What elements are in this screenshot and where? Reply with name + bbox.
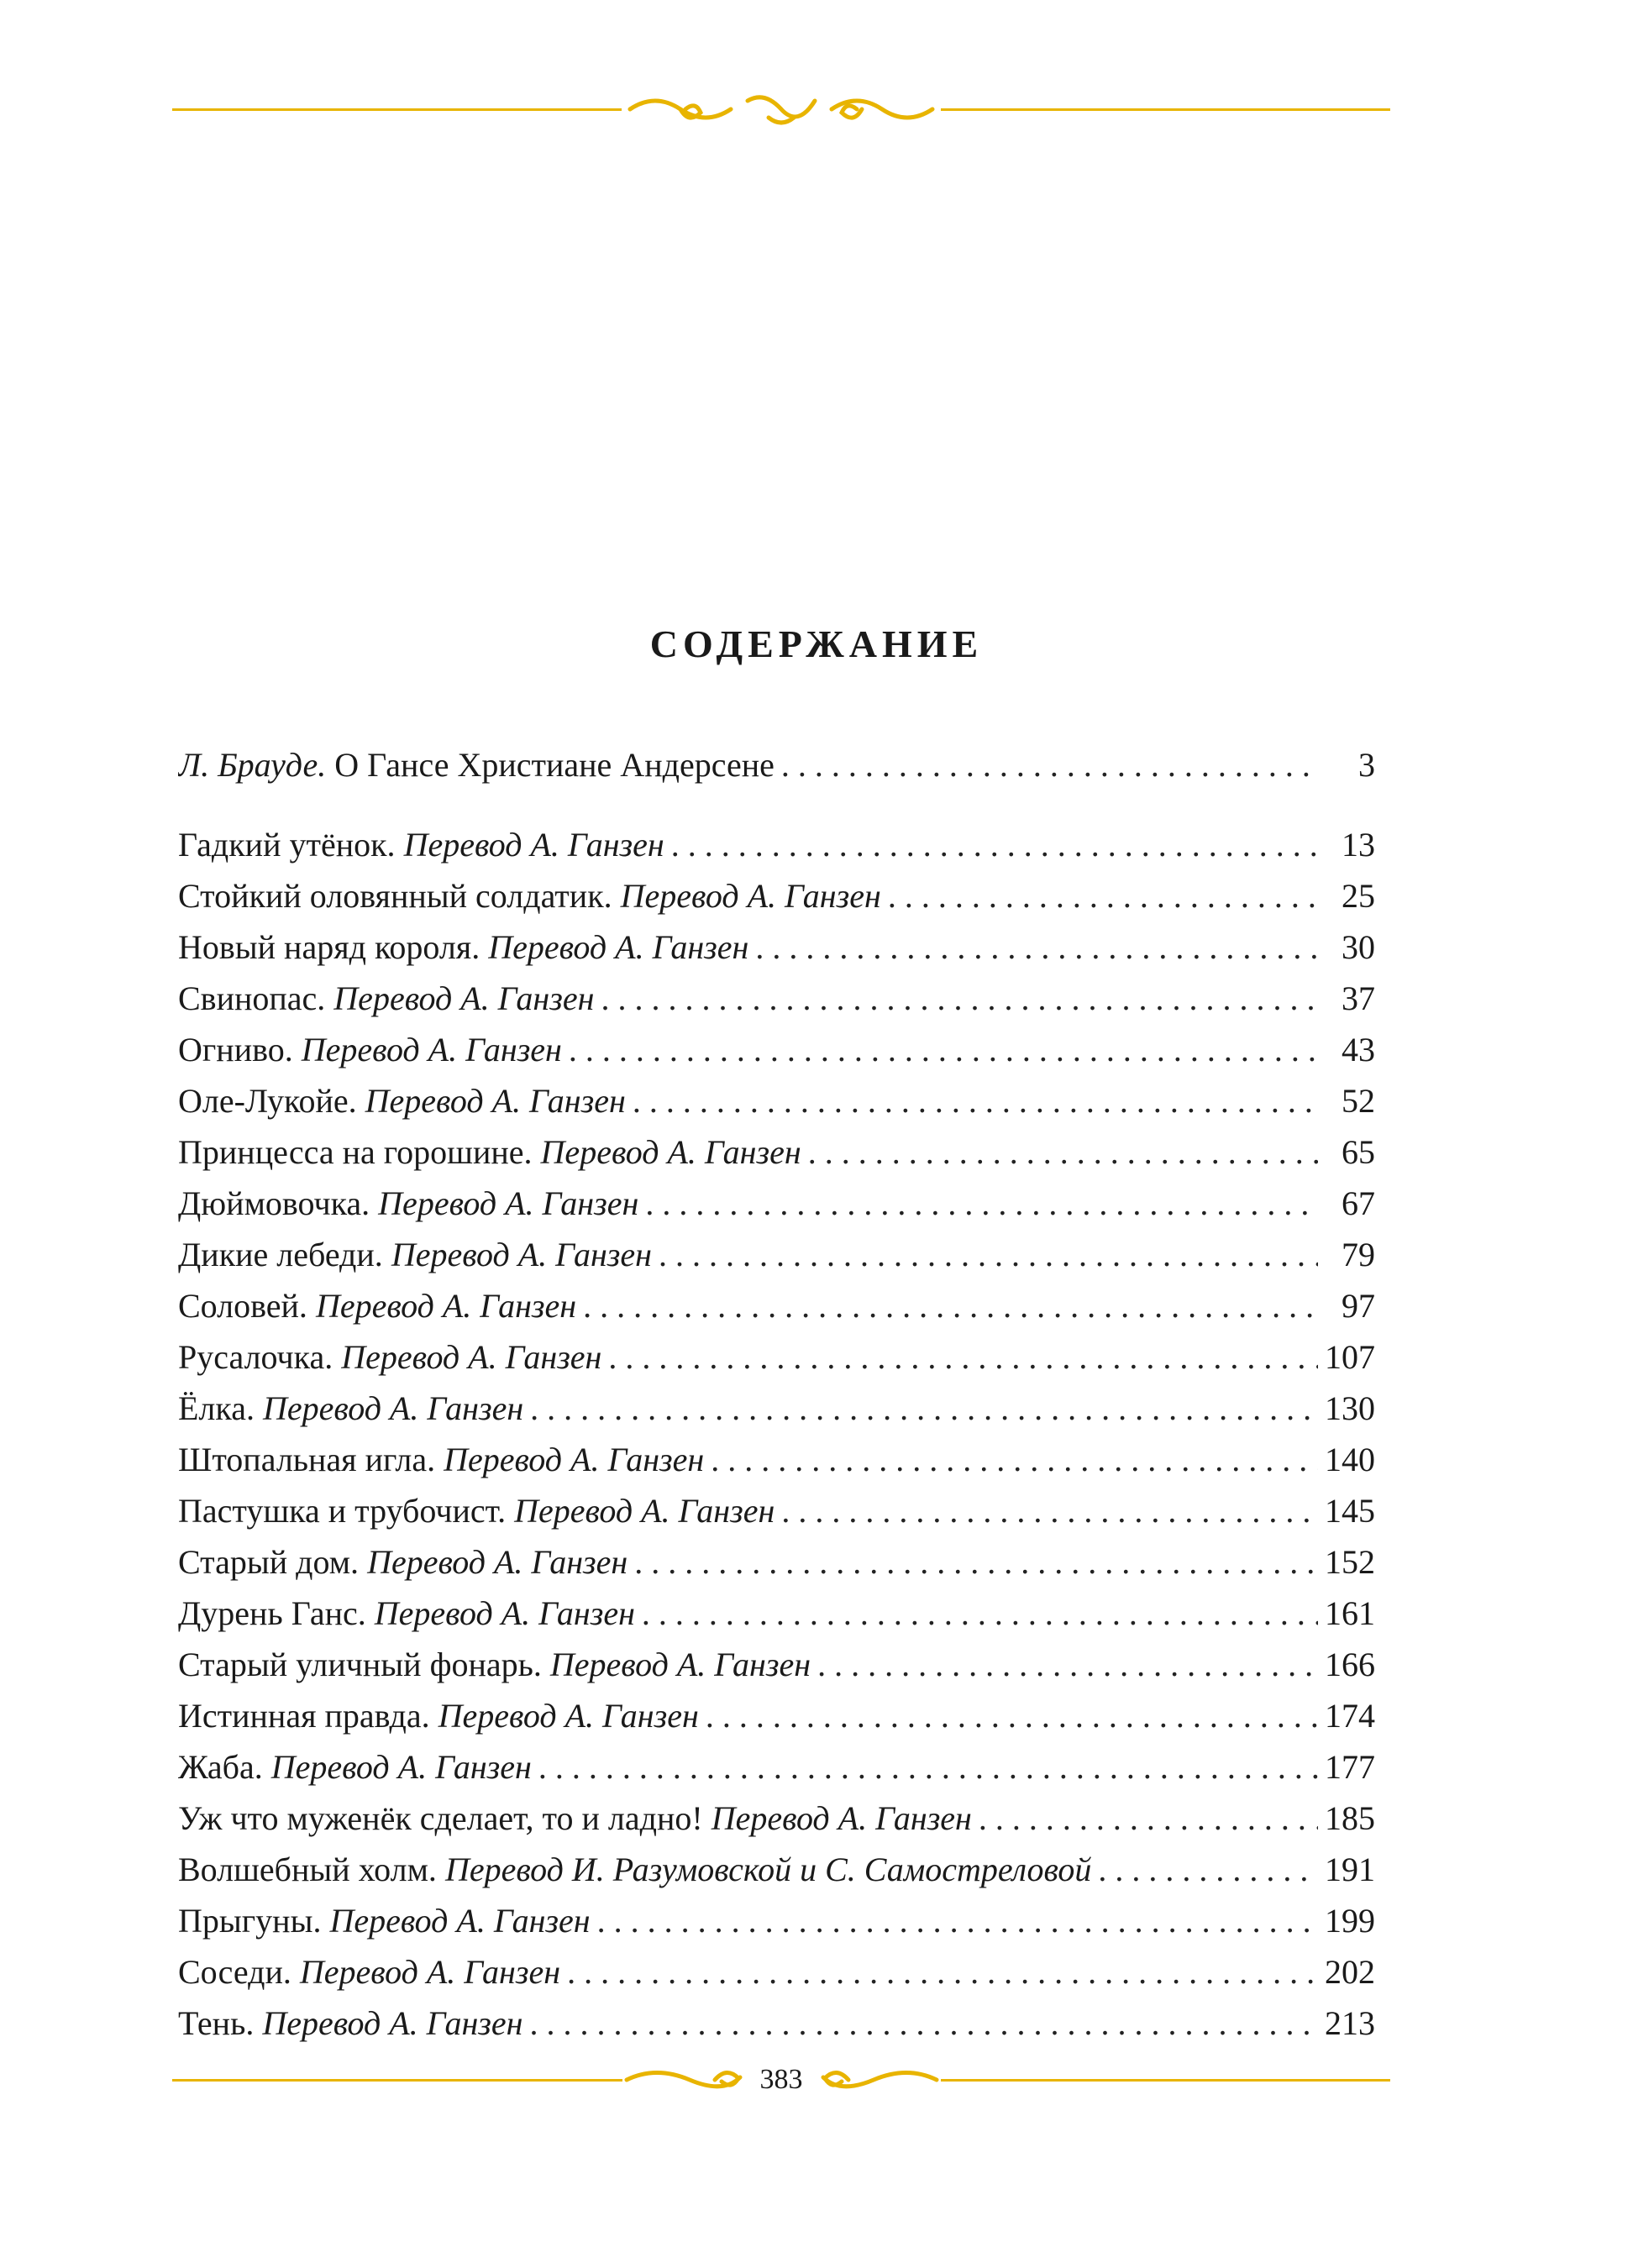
page-ref: 79	[1342, 1236, 1375, 1273]
toc-row[interactable]	[178, 1690, 1375, 1741]
dot-leader	[645, 1178, 1318, 1229]
toc-row[interactable]	[178, 1588, 1375, 1639]
ornament-rule-left	[172, 2079, 622, 2082]
intro-page: 3	[1358, 746, 1375, 784]
dot-leader	[671, 819, 1318, 870]
translator: Перевод А. Ганзен	[378, 1184, 639, 1222]
page-ref: 30	[1342, 928, 1375, 966]
story-title: Старый уличный фонарь.	[178, 1646, 542, 1683]
story-title: Жаба.	[178, 1748, 263, 1786]
story-title: Тень.	[178, 2004, 255, 2042]
story-title: Стойкий оловянный солдатик.	[178, 877, 612, 915]
toc-row[interactable]	[178, 1844, 1375, 1895]
dot-leader	[979, 1793, 1318, 1844]
page-ref: 152	[1325, 1543, 1375, 1581]
toc-row[interactable]	[178, 1178, 1375, 1229]
dot-leader	[608, 1331, 1318, 1383]
bottom-ornament	[172, 2055, 1390, 2105]
story-title: Огниво.	[178, 1031, 293, 1068]
toc-entry	[178, 819, 664, 870]
story-title: Оле-Лукойе.	[178, 1082, 357, 1120]
toc-entry	[178, 1229, 652, 1280]
toc-entry	[178, 1793, 972, 1844]
translator: Перевод А. Ганзен	[391, 1236, 652, 1273]
ornament-rule-left	[172, 108, 622, 111]
toc-row[interactable]	[178, 1434, 1375, 1485]
translator: Перевод А. Ганзен	[270, 1748, 532, 1786]
toc-entry	[178, 1383, 523, 1434]
translator: Перевод А. Ганзен	[299, 1953, 561, 1991]
story-title: Штопальная игла.	[178, 1441, 436, 1478]
page-ref: 213	[1325, 2004, 1375, 2042]
translator: Перевод А. Ганзен	[711, 1799, 972, 1837]
toc-row[interactable]	[178, 1075, 1375, 1126]
page-number: 383	[759, 2064, 803, 2095]
toc-entry	[178, 1639, 811, 1690]
story-title: Принцесса на горошине.	[178, 1133, 533, 1171]
translator: Перевод А. Ганзен	[514, 1492, 775, 1530]
page-ref: 43	[1342, 1031, 1375, 1068]
dot-leader	[781, 1485, 1318, 1536]
toc-row[interactable]	[178, 1741, 1375, 1793]
toc-row[interactable]	[178, 1536, 1375, 1588]
translator: Перевод А. Ганзен	[367, 1543, 628, 1581]
toc-row[interactable]	[178, 1793, 1375, 1844]
toc-entry	[178, 1075, 626, 1126]
page-ref: 140	[1325, 1441, 1375, 1478]
story-title: Дурень Ганс.	[178, 1594, 366, 1632]
dot-leader	[633, 1075, 1318, 1126]
page-ref: 191	[1325, 1851, 1375, 1888]
dot-leader	[711, 1434, 1318, 1485]
story-title: Дюймовочка.	[178, 1184, 370, 1222]
toc-row[interactable]	[178, 1998, 1375, 2049]
dot-leader	[706, 1690, 1318, 1741]
story-title: Гадкий утёнок.	[178, 826, 396, 864]
toc-row[interactable]	[178, 1639, 1375, 1690]
dot-leader	[659, 1229, 1318, 1280]
story-title: Свинопас.	[178, 979, 326, 1017]
toc-row[interactable]	[178, 1895, 1375, 1946]
toc-entry	[178, 1280, 576, 1331]
scroll-left-icon	[622, 2059, 748, 2101]
dot-leader	[538, 1741, 1318, 1793]
translator: Перевод А. Ганзен	[374, 1594, 635, 1632]
toc-row[interactable]	[178, 1946, 1375, 1998]
toc-entry	[178, 1998, 523, 2049]
toc-entry	[178, 1844, 1091, 1895]
story-title: Прыгуны.	[178, 1902, 322, 1940]
translator: Перевод А. Ганзен	[333, 979, 595, 1017]
scroll-right-icon	[815, 2059, 941, 2101]
toc-entry	[178, 1690, 699, 1741]
toc-entry	[178, 1536, 627, 1588]
translator: Перевод А. Ганзен	[329, 1902, 591, 1940]
translator: Перевод А. Ганзен	[365, 1082, 626, 1120]
toc-entry	[178, 1946, 560, 1998]
translator: Перевод И. Разумовской и С. Самостреловой	[444, 1851, 1092, 1888]
toc-intro-row[interactable]	[178, 739, 1375, 790]
translator: Перевод А. Ганзен	[315, 1287, 577, 1325]
page-ref: 199	[1325, 1902, 1375, 1940]
page-ref: 52	[1342, 1082, 1375, 1120]
story-title: Ёлка.	[178, 1389, 255, 1427]
scroll-ornament-icon	[622, 84, 941, 134]
toc-entry	[178, 1741, 532, 1793]
translator: Перевод А. Ганзен	[540, 1133, 801, 1171]
page-ref: 130	[1325, 1389, 1375, 1427]
page-ref: 202	[1325, 1953, 1375, 1991]
story-title: Русалочка.	[178, 1338, 333, 1376]
toc-row[interactable]	[178, 870, 1375, 921]
translator: Перевод А. Ганзен	[549, 1646, 811, 1683]
dot-leader	[755, 921, 1318, 973]
dot-leader	[601, 973, 1318, 1024]
toc-row[interactable]	[178, 1383, 1375, 1434]
page-ref: 107	[1325, 1338, 1375, 1376]
translator: Перевод А. Ганзен	[262, 1389, 524, 1427]
translator: Перевод А. Ганзен	[403, 826, 664, 864]
dot-leader	[781, 739, 1318, 790]
page-ref: 185	[1325, 1799, 1375, 1837]
intro-author: Л. Брауде.	[178, 746, 327, 784]
toc-row[interactable]	[178, 1485, 1375, 1536]
toc-row[interactable]	[178, 973, 1375, 1024]
translator: Перевод А. Ганзен	[262, 2004, 523, 2042]
page-ref: 25	[1342, 877, 1375, 915]
toc-entry	[178, 921, 748, 973]
page-ref: 67	[1342, 1184, 1375, 1222]
toc-intro-entry	[178, 739, 774, 790]
translator: Перевод А. Ганзен	[301, 1031, 562, 1068]
toc-row[interactable]	[178, 1126, 1375, 1178]
toc-entry	[178, 973, 594, 1024]
dot-leader	[530, 1998, 1319, 2049]
story-title: Волшебный холм.	[178, 1851, 437, 1888]
toc-row[interactable]	[178, 1229, 1375, 1280]
ornament-rule-right	[941, 108, 1390, 111]
intro-title: О Гансе Христиане Андерсене	[334, 746, 774, 784]
dot-leader	[817, 1639, 1318, 1690]
page-ref: 161	[1325, 1594, 1375, 1632]
story-title: Дикие лебеди.	[178, 1236, 383, 1273]
translator: Перевод А. Ганзен	[341, 1338, 602, 1376]
translator: Перевод А. Ганзен	[438, 1697, 699, 1735]
dot-leader	[642, 1588, 1318, 1639]
translator: Перевод А. Ганзен	[620, 877, 881, 915]
page-ref: 177	[1325, 1748, 1375, 1786]
story-title: Пастушка и трубочист.	[178, 1492, 507, 1530]
toc-entry	[178, 870, 881, 921]
dot-leader	[583, 1280, 1318, 1331]
toc-entry	[178, 1485, 774, 1536]
story-title: Истинная правда.	[178, 1697, 430, 1735]
toc-row[interactable]	[178, 819, 1375, 870]
page-ref: 97	[1342, 1287, 1375, 1325]
dot-leader	[888, 870, 1318, 921]
dot-leader	[567, 1946, 1318, 1998]
dot-leader	[569, 1024, 1318, 1075]
toc-row[interactable]	[178, 1280, 1375, 1331]
page-ref: 166	[1325, 1646, 1375, 1683]
toc-entry	[178, 1331, 601, 1383]
top-ornament	[172, 84, 1390, 134]
toc-entry	[178, 1024, 562, 1075]
page-title: СОДЕРЖАНИЕ	[649, 622, 984, 665]
dot-leader	[808, 1126, 1318, 1178]
dot-leader	[597, 1895, 1318, 1946]
page-ref: 37	[1342, 979, 1375, 1017]
story-title: Уж что муженёк сделает, то и ладно!	[178, 1799, 703, 1837]
dot-leader	[1098, 1844, 1318, 1895]
page-ref: 174	[1325, 1697, 1375, 1735]
translator: Перевод А. Ганзен	[488, 928, 749, 966]
table-of-contents	[178, 739, 1375, 2049]
toc-entry	[178, 1895, 591, 1946]
ornament-rule-right	[941, 2079, 1391, 2082]
story-title: Новый наряд короля.	[178, 928, 480, 966]
toc-row[interactable]	[178, 921, 1375, 973]
toc-entry	[178, 1178, 638, 1229]
toc-row[interactable]	[178, 1331, 1375, 1383]
toc-entry	[178, 1434, 704, 1485]
toc-entry	[178, 1588, 635, 1639]
page-ref: 13	[1342, 826, 1375, 864]
story-title: Соловей.	[178, 1287, 307, 1325]
story-title: Соседи.	[178, 1953, 291, 1991]
dot-leader	[634, 1536, 1318, 1588]
toc-row[interactable]	[178, 1024, 1375, 1075]
page-ref: 145	[1325, 1492, 1375, 1530]
story-title: Старый дом.	[178, 1543, 360, 1581]
toc-entry	[178, 1126, 801, 1178]
dot-leader	[530, 1383, 1318, 1434]
translator: Перевод А. Ганзен	[444, 1441, 705, 1478]
page-ref: 65	[1342, 1133, 1375, 1171]
